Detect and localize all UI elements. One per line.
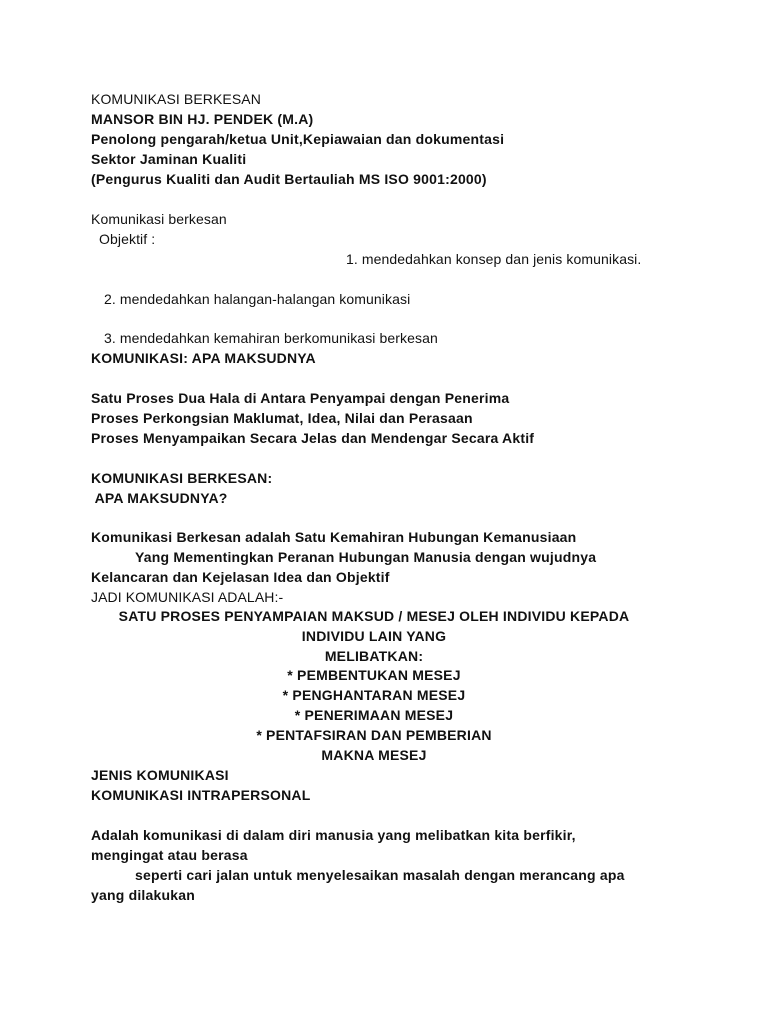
section-subheading: KOMUNIKASI INTRAPERSONAL bbox=[91, 787, 311, 803]
doc-title: KOMUNIKASI BERKESAN bbox=[91, 91, 261, 107]
section-line: Yang Mementingkan Peranan Hubungan Manusia dengan wujudnya bbox=[135, 549, 597, 565]
section-line: Proses Perkongsian Maklumat, Idea, Nilai dan Perasaan bbox=[91, 410, 473, 426]
author-qualification: (Pengurus Kualiti dan Audit Bertauliah MS ISO 9001:2000) bbox=[91, 171, 487, 187]
section-line: yang dilakukan bbox=[91, 887, 195, 903]
author-sector: Sektor Jaminan Kualiti bbox=[91, 151, 247, 167]
jadi-line: JADI KOMUNIKASI ADALAH:- bbox=[91, 589, 284, 605]
section-line: seperti cari jalan untuk menyelesaikan masalah dengan merancang apa bbox=[135, 867, 625, 883]
objective-item: 3. mendedahkan kemahiran berkomunikasi berkesan bbox=[104, 330, 438, 346]
section-heading: KOMUNIKASI: APA MAKSUDNYA bbox=[91, 350, 316, 366]
section-heading: JENIS KOMUNIKASI bbox=[91, 767, 229, 783]
centered-line: * PENTAFSIRAN DAN PEMBERIAN bbox=[256, 727, 492, 743]
centered-line: MAKNA MESEJ bbox=[321, 747, 427, 763]
objectives-label: Objektif : bbox=[99, 231, 156, 247]
author-position: Penolong pengarah/ketua Unit,Kepiawaian dan dokumentasi bbox=[91, 131, 505, 147]
author-name: MANSOR BIN HJ. PENDEK (M.A) bbox=[91, 111, 314, 127]
centered-line: * PENGHANTARAN MESEJ bbox=[282, 687, 466, 703]
section-line: Satu Proses Dua Hala di Antara Penyampai dengan Penerima bbox=[91, 390, 510, 406]
centered-line: SATU PROSES PENYAMPAIAN MAKSUD / MESEJ OLEH INDIVIDU KEPADA bbox=[118, 608, 630, 624]
section-line: Komunikasi Berkesan adalah Satu Kemahiran Hubungan Kemanusiaan bbox=[91, 529, 577, 545]
section-line: Proses Menyampaikan Secara Jelas dan Mendengar Secara Aktif bbox=[91, 430, 535, 446]
section-subheading: APA MAKSUDNYA? bbox=[91, 490, 228, 506]
section-heading: KOMUNIKASI BERKESAN: bbox=[91, 470, 273, 486]
centered-line: MELIBATKAN: bbox=[324, 648, 424, 664]
section-line: Kelancaran dan Kejelasan Idea dan Objektif bbox=[91, 569, 390, 585]
objective-item: 1. mendedahkan konsep dan jenis komunikasi. bbox=[346, 251, 642, 267]
section-line: mengingat atau berasa bbox=[91, 847, 248, 863]
centered-line: * PENERIMAAN MESEJ bbox=[294, 707, 454, 723]
objectives-heading: Komunikasi berkesan bbox=[91, 211, 227, 227]
objective-item: 2. mendedahkan halangan-halangan komunikasi bbox=[104, 291, 411, 307]
centered-line: INDIVIDU LAIN YANG bbox=[301, 628, 447, 644]
section-line: Adalah komunikasi di dalam diri manusia yang melibatkan kita berfikir, bbox=[91, 827, 576, 843]
centered-line: * PEMBENTUKAN MESEJ bbox=[287, 667, 461, 683]
